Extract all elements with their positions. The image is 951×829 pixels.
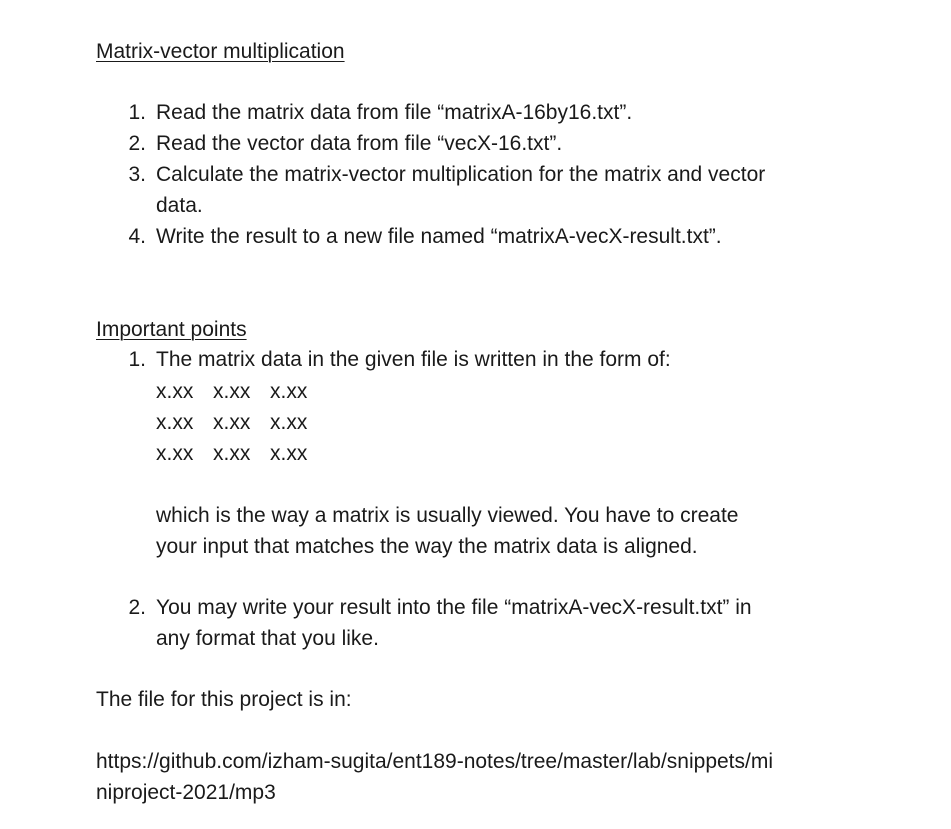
project-url-line[interactable]: https://github.com/izham-sugita/ent189-notes/tree/master/lab/snippets/mi — [96, 750, 774, 773]
list-number: 4. — [128, 225, 146, 248]
list-text: You may write your result into the file “matrixA-vecX-result.txt” in — [156, 596, 752, 619]
project-url-line[interactable]: niproject-2021/mp3 — [96, 781, 276, 804]
list-item-continuation: any format that you like. — [156, 627, 379, 650]
matrix-row: x.xx x.xx x.xx — [156, 442, 308, 465]
section-heading-matrix-vector: Matrix-vector multiplication — [96, 40, 345, 63]
list-text: Calculate the matrix-vector multiplication for the matrix and vector — [156, 163, 766, 186]
list-number: 1. — [128, 101, 146, 124]
list-number: 3. — [128, 163, 146, 186]
list-number: 1. — [128, 348, 146, 371]
section-heading-important-points: Important points — [96, 318, 247, 341]
project-file-intro: The file for this project is in: — [96, 688, 352, 711]
matrix-row: x.xx x.xx x.xx — [156, 380, 308, 403]
list-text: data. — [156, 194, 203, 217]
explanation-line: which is the way a matrix is usually viewed. You have to create — [156, 504, 739, 527]
matrix-row: x.xx x.xx x.xx — [156, 411, 308, 434]
list-text: Read the vector data from file “vecX-16.txt”. — [156, 132, 563, 155]
list-text: The matrix data in the given file is written in the form of: — [156, 348, 671, 371]
list-text: Write the result to a new file named “matrixA-vecX-result.txt”. — [156, 225, 722, 248]
list-number: 2. — [128, 132, 146, 155]
list-number: 2. — [128, 596, 146, 619]
explanation-line: your input that matches the way the matrix data is aligned. — [156, 535, 698, 558]
list-text: Read the matrix data from file “matrixA-16by16.txt”. — [156, 101, 633, 124]
